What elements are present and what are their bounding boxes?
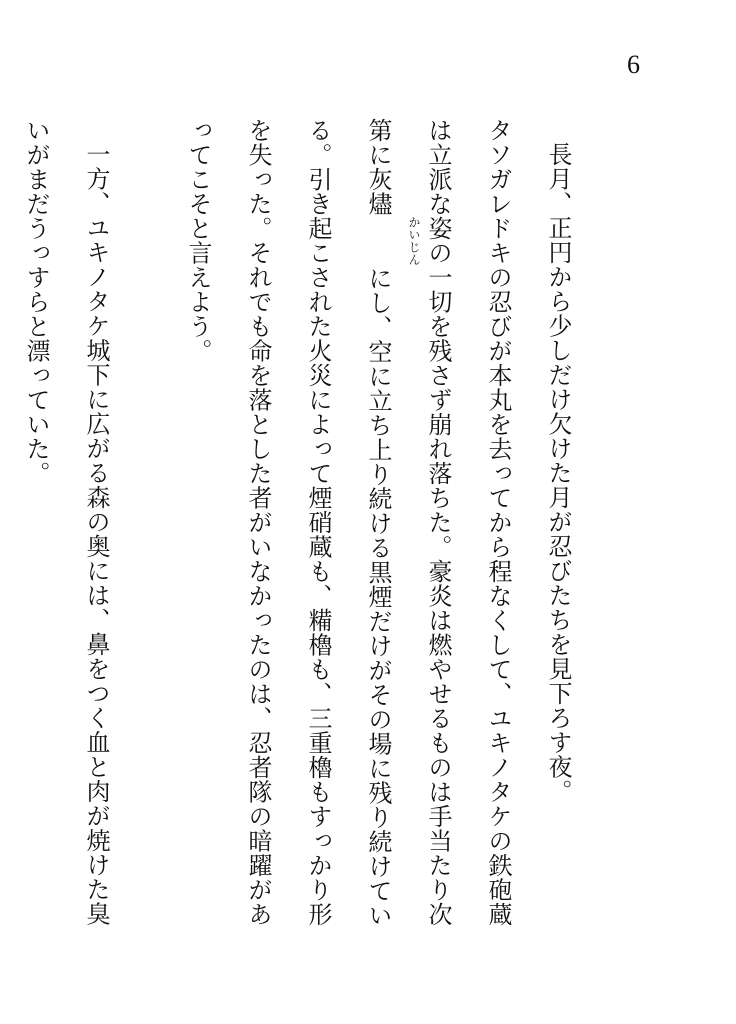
furigana-word <box>364 167 421 266</box>
paragraph-4 <box>0 118 6 938</box>
ruby-reading: かいじん <box>407 216 421 266</box>
paragraph-2-after: にし、空に立ち上り続ける黒煙だけがその場に残り続けている。引き起こされた火災によって煙硝蔵も、糒櫓も、三重櫓もすっかり形を失った。それでも命を落とした者がいなかったのは、忍者隊の暗躍があってこそと言えよう。 <box>184 118 392 928</box>
body-text <box>0 118 588 938</box>
paragraph-1: 長月、正円から少しだけ欠けた月が忍びたちを見下ろす夜。 <box>544 142 572 804</box>
page-number: 6 <box>627 50 640 79</box>
paragraph-2 <box>168 118 528 938</box>
paragraph-2-before: タソガレドキの忍びが本丸を去ってから程なくして、ユキノタケの鉄砲蔵は立派な姿の一切を残さず崩れ落ちた。豪炎は燃やせるものは手当たり次第に <box>364 118 512 927</box>
paragraph-3: 一方、ユキノタケ城下に広がる森の奥には、鼻をつく血と肉が焼けた臭いがまだうっすらと漂っていた。 <box>22 118 110 926</box>
ruby-base: 灰燼 <box>364 167 392 216</box>
